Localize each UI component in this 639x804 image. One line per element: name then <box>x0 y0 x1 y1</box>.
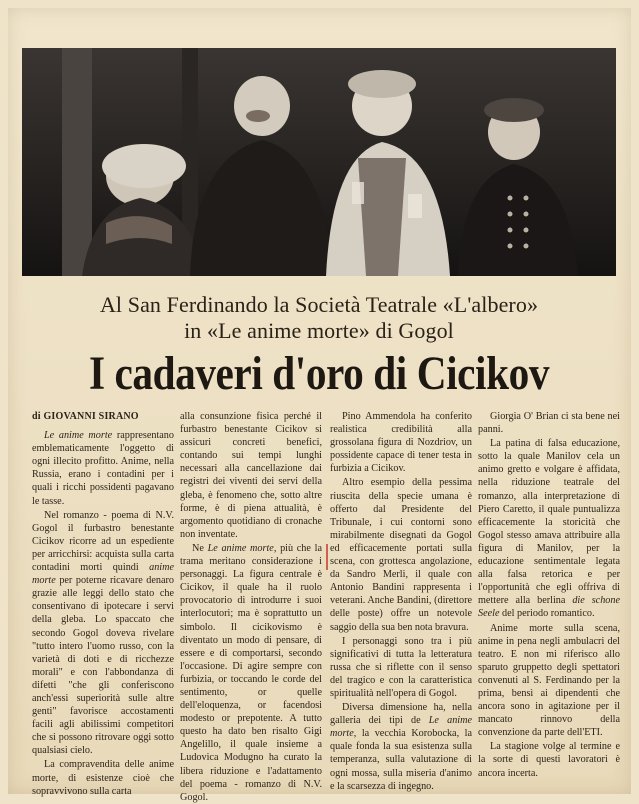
stage-photo <box>22 48 616 276</box>
headline: I cadaveri d'oro di Cicikov <box>88 347 550 400</box>
paragraph: La patina di falsa educazione, sotto la quale Manilov cela un animo gretto e volgare è affidata, nella riduzione teatrale del romanzo, alla interpretazione di Piero Caretto, il quale puntualizza efficacemente la storicità che Gogol stesso amava attribuire alla figura di Manilov, per la educazione sentimentale legata alla falsa retorica e per l'opportunità che egli offriva di mettere alla berlina die schone Seele del periodo romantico. <box>478 438 620 620</box>
paragraph: Le anime morte rappresentano emblematicamente l'oggetto di ogni illecito profitto. Anime, nella Russia, erano i contadini per i quali i ricchi possidenti pagavano le tasse. <box>32 430 174 507</box>
foreign-phrase: die schone Seele <box>478 595 620 620</box>
paragraph: Diversa dimensione ha, nella galleria dei tipi de Le anime morte, la vecchia Korobocka, la quale fonda la sua esistenza sulla temperanza, sulla valutazione di ogni mossa, sulla miseria d'animo e la scarsezza di ingegno. <box>330 702 472 792</box>
paragraph: I personaggi sono tra i più significativi di tutta la letteratura russa che si riflette con il senso del tragico e con la caratteristica spiritualità nell'opera di Gogol. <box>330 635 472 699</box>
paragraph: Ne Le anime morte, più che la trama meritano considerazione i personaggi. La figura centrale è Cicikov, il quale ha il ruolo provocatorio di introdurre i suoi interlocutori; ma è soprattutto un simbolo. Il cicikovismo è diventato un modo di pensare, di essere e di comportarsi, secondo l'occasione. Di agire sempre con furbizia, or toccando le corde del sentimento, or quelle dell'eloquenza, or facendosi modesto or prepotente. A tutto questo ha dato ben risalto Gigi Angelillo, il quale insieme a Ludovica Modugno ha curato la libera riduzione e l'adattamento del poema - romanzo di N.V. Gogol. <box>180 542 322 803</box>
paragraph: Anime morte sulla scena, anime in pena negli ambulacri del teatro. E non mi riferisco allo sparuto gruppetto degli spettatori convenuti al S. Ferdinando per la prima, bensì ai dipendenti che ancora sono in agitazione per il mancato rinnovo della convenzione da parte dell'ETI. <box>478 622 620 739</box>
kicker-line-2: in «Le anime morte» di Gogol <box>184 318 454 343</box>
work-title: Le anime morte <box>44 430 113 442</box>
work-title: Le anime morte <box>207 542 274 554</box>
work-title: anime morte <box>32 562 174 587</box>
paragraph: Nel romanzo - poema di N.V. Gogol il furbastro benestante Cicikov ricorre ad un espediente per arricchirsi: acquista sulla carta contadini morti quindi anime morte per poterne ricavare denaro grazie alle leggi dello stato che consentivano di ipotecare i servi della gleba. Lo spaccato che secondo Gogol doveva rivelare "tutto intero l'uomo russo, con la varietà di doti e di ricchezze morali" e con l'abbondanza di difetti "che gli conferiscono anch'essi superiorità sulle altre genti" favorisce accostamenti facili agli abilissimi competitori che si possono ritrovare oggi sotto qualsiasi cielo. <box>32 509 174 757</box>
article-column-2 <box>180 410 322 803</box>
paragraph: Altro esempio della pessima riuscita della specie umana è offerto dal Presidente del Tribunale, i cui contorni sono mirabilmente disegnati da Gogol ed efficacemente portati sulla scena, con grottesca angolazione, da Sandro Merli, il quale con Antonio Bandini rappresenta i veterani. Anche Bandini, (direttore delle poste) offre un notevole saggio della sua ben nota bravura. <box>330 477 472 633</box>
pencil-mark <box>326 544 328 570</box>
article-column-1 <box>32 410 174 797</box>
paragraph: alla consunzione fisica perché il furbastro benestante Cicikov si assicuri concreti benefici, contando sui tempi lunghi necessari alla cancellazione dai registri dei viventi dei servi della gleba, è fenomeno che, sotto altre forme, è di piena attualità, è argomento quotidiano di cronache non inventate. <box>180 411 322 540</box>
article-column-4 <box>478 410 620 792</box>
paragraph: Giorgia O' Brian ci sta bene nei panni. <box>478 411 620 436</box>
paragraph: Pino Ammendola ha conferito realistica credibilità alla grossolana figura di Nozdriov, un possidente capace di tener testa in furbizia a Cicikov. <box>330 411 472 475</box>
paragraph: La compravendita delle anime morte, di esistenze cioè che sopravvivono sulla carta <box>32 759 174 797</box>
paragraph: La stagione volge al termine e la sorte di questi lavoratori è ancora incerta. <box>478 741 620 779</box>
work-title: Le anime morte <box>330 715 472 740</box>
byline: di GIOVANNI SIRANO <box>32 411 139 422</box>
article-column-3 <box>330 410 472 792</box>
kicker-line-1: Al San Ferdinando la Società Teatrale «L'albero» <box>99 292 539 317</box>
